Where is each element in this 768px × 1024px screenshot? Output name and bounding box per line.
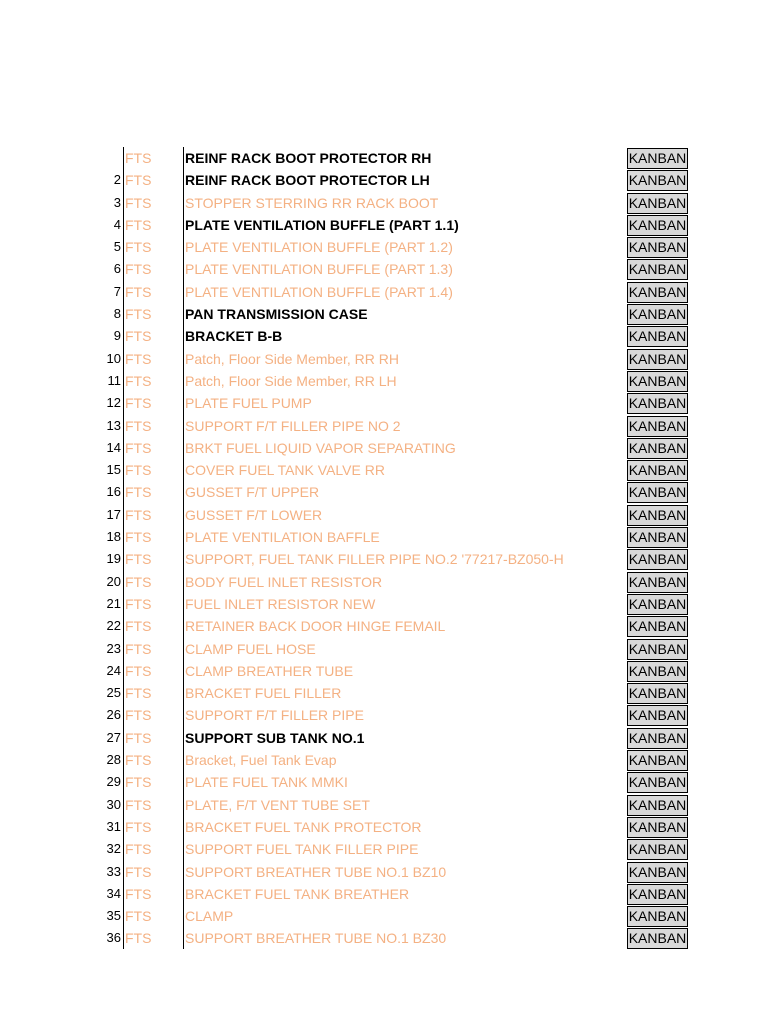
kanban-badge: KANBAN	[627, 148, 688, 169]
table-row	[0, 749, 768, 771]
kanban-badge: KANBAN	[627, 393, 688, 414]
row-number: 21	[106, 595, 121, 611]
row-code: FTS	[125, 417, 152, 434]
row-code: FTS	[125, 372, 152, 389]
part-description: BODY FUEL INLET RESISTOR	[185, 573, 383, 590]
part-description: Patch, Floor Side Member, RR RH	[185, 350, 399, 367]
kanban-badge: KANBAN	[627, 906, 688, 927]
row-code: FTS	[125, 707, 152, 724]
kanban-badge: KANBAN	[627, 505, 688, 526]
part-description: PLATE, F/T VENT TUBE SET	[185, 796, 370, 813]
table-row	[0, 281, 768, 303]
kanban-badge: KANBAN	[627, 594, 688, 615]
row-code: FTS	[125, 506, 152, 523]
table-row	[0, 370, 768, 392]
row-code: FTS	[125, 818, 152, 835]
table-row	[0, 593, 768, 615]
row-code: FTS	[125, 774, 152, 791]
part-description: PLATE VENTILATION BUFFLE (PART 1.4)	[185, 283, 453, 300]
table-row	[0, 682, 768, 704]
kanban-badge: KANBAN	[627, 772, 688, 793]
row-code: FTS	[125, 551, 152, 568]
row-code: FTS	[125, 908, 152, 925]
row-code: FTS	[125, 395, 152, 412]
row-number: 2	[113, 172, 121, 188]
part-description: BRACKET FUEL TANK BREATHER	[185, 885, 410, 902]
row-code: FTS	[125, 194, 152, 211]
row-number: 30	[106, 796, 121, 812]
row-code: FTS	[125, 150, 152, 166]
part-description: COVER FUEL TANK VALVE RR	[185, 462, 385, 479]
row-code: FTS	[125, 752, 152, 769]
part-description: PLATE FUEL PUMP	[185, 395, 312, 412]
part-description: SUPPORT SUB TANK NO.1	[185, 729, 365, 746]
table-row	[0, 704, 768, 726]
kanban-badge: KANBAN	[627, 371, 688, 392]
table-row	[0, 325, 768, 347]
row-number: 10	[106, 350, 121, 366]
kanban-badge: KANBAN	[627, 416, 688, 437]
part-description: PLATE FUEL TANK MMKI	[185, 774, 348, 791]
row-number: 22	[106, 618, 121, 634]
row-number: 4	[113, 216, 121, 232]
table-row	[0, 481, 768, 503]
part-description: BRKT FUEL LIQUID VAPOR SEPARATING	[185, 439, 456, 456]
kanban-badge: KANBAN	[627, 750, 688, 771]
kanban-badge: KANBAN	[627, 170, 688, 191]
row-code: FTS	[125, 306, 152, 323]
kanban-badge: KANBAN	[627, 549, 688, 570]
table-row	[0, 437, 768, 459]
row-number: 32	[106, 841, 121, 857]
row-number: 20	[106, 573, 121, 589]
row-number: 17	[106, 506, 121, 522]
table-row	[0, 571, 768, 593]
part-description: PLATE VENTILATION BUFFLE (PART 1.3)	[185, 261, 453, 278]
row-number: 5	[113, 239, 121, 255]
table-row	[0, 192, 768, 214]
row-number: 6	[113, 261, 121, 277]
kanban-badge: KANBAN	[627, 661, 688, 682]
row-code: FTS	[125, 239, 152, 256]
part-description: RETAINER BACK DOOR HINGE FEMAIL	[185, 618, 446, 635]
row-number: 28	[106, 752, 121, 768]
table-row	[0, 392, 768, 414]
table-row	[0, 348, 768, 370]
kanban-badge: KANBAN	[627, 259, 688, 280]
row-code: FTS	[125, 885, 152, 902]
table-row	[0, 504, 768, 526]
part-description: CLAMP FUEL HOSE	[185, 640, 316, 657]
row-code: FTS	[125, 484, 152, 501]
part-description: Bracket, Fuel Tank Evap	[185, 752, 337, 769]
row-code: FTS	[125, 863, 152, 880]
table-row	[0, 771, 768, 793]
table-row	[0, 548, 768, 570]
table-row	[0, 660, 768, 682]
table-row	[0, 415, 768, 437]
table-row	[0, 258, 768, 280]
row-code: FTS	[125, 462, 152, 479]
part-description: SUPPORT, FUEL TANK FILLER PIPE NO.2 '77217-BZ050-H	[185, 551, 564, 568]
table-row	[0, 638, 768, 660]
row-code: FTS	[125, 685, 152, 702]
kanban-badge: KANBAN	[627, 616, 688, 637]
row-number: 26	[106, 707, 121, 723]
kanban-badge: KANBAN	[627, 438, 688, 459]
part-description: SUPPORT FUEL TANK FILLER PIPE	[185, 841, 419, 858]
row-number: 8	[113, 306, 121, 322]
kanban-badge: KANBAN	[627, 862, 688, 883]
part-description: SUPPORT F/T FILLER PIPE NO 2	[185, 417, 401, 434]
part-description: STOPPER STERRING RR RACK BOOT	[185, 194, 439, 211]
part-description: CLAMP BREATHER TUBE	[185, 662, 354, 679]
table-row	[0, 236, 768, 258]
kanban-badge: KANBAN	[627, 795, 688, 816]
kanban-badge: KANBAN	[627, 928, 688, 949]
table-row	[0, 526, 768, 548]
row-number: 11	[107, 372, 121, 388]
kanban-badge: KANBAN	[627, 237, 688, 258]
part-description: REINF RACK BOOT PROTECTOR RH	[185, 150, 432, 166]
kanban-badge: KANBAN	[627, 884, 688, 905]
part-description: CLAMP	[185, 908, 234, 925]
part-description: REINF RACK BOOT PROTECTOR LH	[185, 172, 430, 189]
row-number: 27	[106, 729, 121, 745]
row-number: 13	[106, 417, 121, 433]
kanban-badge: KANBAN	[627, 639, 688, 660]
row-code: FTS	[125, 529, 152, 546]
part-description: PLATE VENTILATION BAFFLE	[185, 529, 380, 546]
row-number: 14	[106, 439, 121, 455]
part-description: SUPPORT F/T FILLER PIPE	[185, 707, 364, 724]
row-code: FTS	[125, 729, 152, 746]
row-number: 35	[106, 908, 121, 924]
part-description: GUSSET F/T LOWER	[185, 506, 323, 523]
table-row	[0, 147, 768, 169]
row-number: 3	[113, 194, 121, 210]
row-code: FTS	[125, 439, 152, 456]
part-description: SUPPORT BREATHER TUBE NO.1 BZ10	[185, 863, 447, 880]
kanban-badge: KANBAN	[627, 482, 688, 503]
table-row	[0, 883, 768, 905]
part-description: BRACKET FUEL TANK PROTECTOR	[185, 818, 422, 835]
table-row	[0, 927, 768, 949]
row-code: FTS	[125, 172, 152, 189]
kanban-badge: KANBAN	[627, 705, 688, 726]
part-description: PLATE VENTILATION BUFFLE (PART 1.1)	[185, 216, 459, 233]
table-row	[0, 794, 768, 816]
table-row	[0, 816, 768, 838]
table-row	[0, 861, 768, 883]
part-description: GUSSET F/T UPPER	[185, 484, 320, 501]
table-row	[0, 169, 768, 191]
row-number: 9	[113, 328, 121, 344]
part-description: SUPPORT BREATHER TUBE NO.1 BZ30	[185, 930, 447, 947]
table-row	[0, 727, 768, 749]
table-row	[0, 214, 768, 236]
part-description: BRACKET B-B	[185, 328, 283, 345]
kanban-badge: KANBAN	[627, 193, 688, 214]
row-number: 24	[106, 662, 121, 678]
row-code: FTS	[125, 595, 152, 612]
row-code: FTS	[125, 328, 152, 345]
row-number: 18	[106, 529, 121, 545]
row-number: 34	[106, 885, 121, 901]
row-number: 16	[106, 484, 121, 500]
part-description: FUEL INLET RESISTOR NEW	[185, 595, 376, 612]
table-row	[0, 905, 768, 927]
part-description: PLATE VENTILATION BUFFLE (PART 1.2)	[185, 239, 453, 256]
kanban-badge: KANBAN	[627, 683, 688, 704]
kanban-badge: KANBAN	[627, 839, 688, 860]
kanban-badge: KANBAN	[627, 349, 688, 370]
part-description: PAN TRANSMISSION CASE	[185, 306, 368, 323]
row-number: 15	[106, 462, 121, 478]
kanban-badge: KANBAN	[627, 460, 688, 481]
row-code: FTS	[125, 640, 152, 657]
row-code: FTS	[125, 216, 152, 233]
kanban-badge: KANBAN	[627, 326, 688, 347]
kanban-badge: KANBAN	[627, 572, 688, 593]
row-code: FTS	[125, 841, 152, 858]
row-code: FTS	[125, 573, 152, 590]
kanban-badge: KANBAN	[627, 282, 688, 303]
row-number: 33	[106, 863, 121, 879]
row-number: 23	[106, 640, 121, 656]
kanban-badge: KANBAN	[627, 817, 688, 838]
table-row	[0, 838, 768, 860]
row-number: 29	[106, 774, 121, 790]
row-number: 19	[106, 551, 121, 567]
row-code: FTS	[125, 261, 152, 278]
row-code: FTS	[125, 930, 152, 947]
row-number: 25	[106, 685, 121, 701]
row-code: FTS	[125, 796, 152, 813]
row-number: 12	[106, 395, 121, 411]
table-row	[0, 459, 768, 481]
part-description: Patch, Floor Side Member, RR LH	[185, 372, 397, 389]
row-number: 7	[113, 283, 121, 299]
row-number: 31	[106, 818, 121, 834]
part-description: BRACKET FUEL FILLER	[185, 685, 342, 702]
row-number: 36	[106, 930, 121, 946]
kanban-badge: KANBAN	[627, 728, 688, 749]
table-row	[0, 303, 768, 325]
kanban-badge: KANBAN	[627, 304, 688, 325]
row-code: FTS	[125, 283, 152, 300]
kanban-badge: KANBAN	[627, 527, 688, 548]
row-code: FTS	[125, 350, 152, 367]
row-code: FTS	[125, 662, 152, 679]
kanban-badge: KANBAN	[627, 215, 688, 236]
row-code: FTS	[125, 618, 152, 635]
parts-list-table	[0, 147, 768, 950]
table-row	[0, 615, 768, 637]
